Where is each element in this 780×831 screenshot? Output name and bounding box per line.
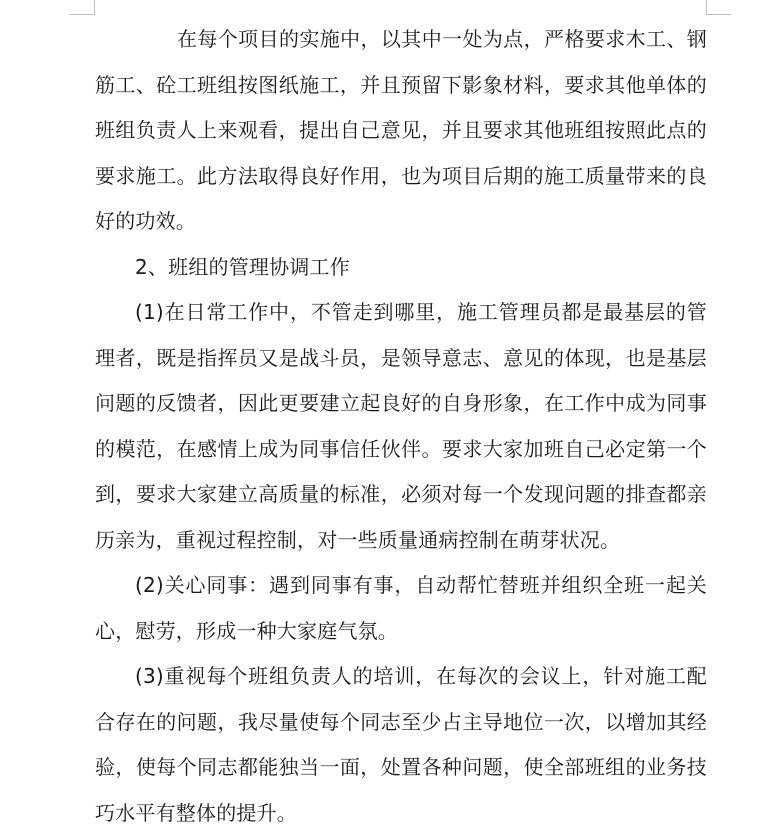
document-body: [95, 17, 707, 831]
page-corner-mark-left: [70, 0, 95, 15]
page-corner-mark-right: [706, 0, 731, 15]
paragraph-item-1: (1)在日常工作中，不管走到哪里，施工管理员都是最基层的管理者，既是指挥员又是战斗员，是领导意志、意见的体现，也是基层问题的反馈者，因此更要建立起良好的自身形象，在工作中成为同事的模范，在感情上成为同事信任伙伴。要求大家加班自己必定第一个到，要求大家建立高质量的标准，必须对每一个发现问题的排查都亲历亲为，重视过程控制，对一些质量通病控制在萌芽状况。: [95, 300, 707, 552]
paragraph-pilot-point: 在每个项目的实施中，以其中一处为点，严格要求木工、钢筋工、砼工班组按图纸施工，并且预留下影象材料，要求其他单体的班组负责人上来观看，提出自己意见，并且要求其他班组按照此点的要求施工。此方法取得良好作用，也为项目后期的施工质量带来的良好的功效。: [95, 27, 707, 233]
paragraph-item-2: (2)关心同事：遇到同事有事，自动帮忙替班并组织全班一起关心，慰劳，形成一种大家庭气氛。: [95, 573, 707, 643]
section-heading-team-coordination: 2、班组的管理协调工作: [135, 254, 350, 279]
paragraph-item-3: (3)重视每个班组负责人的培训，在每次的会议上，针对施工配合存在的问题，我尽量使每个同志至少占主导地位一次，以增加其经验，使每个同志都能独当一面，处置各种问题，使全部班组的业务技巧水平有整体的提升。: [95, 664, 707, 825]
